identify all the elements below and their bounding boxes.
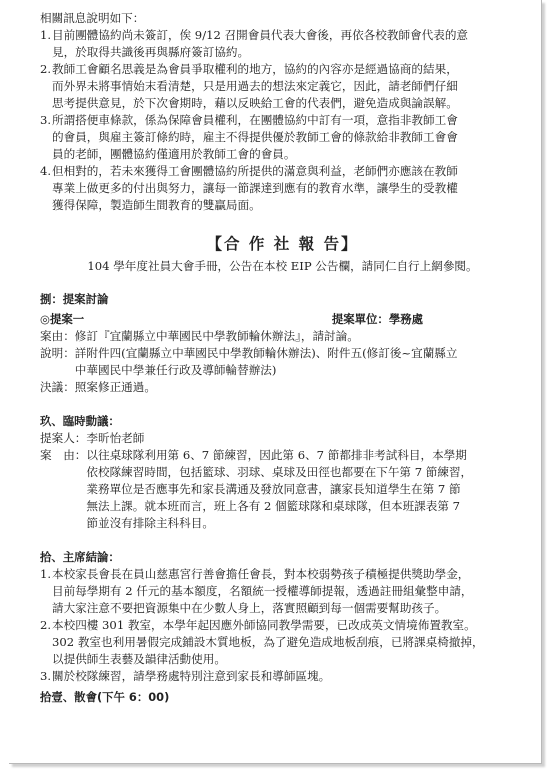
chair-line: 302 教室也利用暑假完成鋪設木質地板，為了避免造成地板刮痕，已將課桌椅撤掉， xyxy=(52,635,484,649)
note-item-3 xyxy=(40,112,525,163)
note-line: 獲得保障，製造師生間教育的雙贏局面。 xyxy=(52,198,261,212)
proposal-case-row xyxy=(40,328,525,345)
chair-number: 1. xyxy=(40,567,52,581)
motion-case-label: 案 由： xyxy=(40,448,87,462)
chair-line: 本校家長會長在員山慈惠宮行善會擔任會長，對本校弱勢孩子積極提供獎助學金， xyxy=(52,567,470,581)
document-page xyxy=(9,0,542,764)
notes-list xyxy=(40,27,525,214)
proposal-unit: 提案單位：學務處 xyxy=(331,312,423,326)
proposals-heading: 捌：提案討論 xyxy=(40,292,109,306)
proposal-resolution: 決議：照案修正通過。 xyxy=(40,380,156,394)
note-line: 而外界未將事情始末看清楚，只是用過去的想法來定義它，因此，請老師們仔細 xyxy=(52,79,458,93)
chair-line: 以提供師生表藝及韻律活動使用。 xyxy=(52,652,226,666)
note-line: 目前團體協約尚未簽訂，俟 9/12 召開會員代表大會後，再依各校教師會代表的意 xyxy=(52,28,469,42)
note-line: 思考提供意見，於下次會期時，藉以反映給工會的代表們，避免造成與論誤解。 xyxy=(52,96,458,110)
proposal-desc-label: 說明： xyxy=(40,346,75,360)
note-number: 1. xyxy=(40,28,52,42)
chair-item-2 xyxy=(40,617,525,668)
note-line: 專業上做更多的付出與努力，讓每一節課達到應有的教育水準，讓學生的受教權 xyxy=(52,181,458,195)
proposal-case-text: 修訂『宜蘭縣立中華國民中學教師輪休辦法』，請討論。 xyxy=(74,329,359,343)
note-line: 的會員，與雇主簽訂條約時，雇主不得提供優於教師工會的條款給非教師工會會 xyxy=(52,130,458,144)
chair-conclusion-heading: 拾、主席結論： xyxy=(40,550,120,564)
chair-item-1 xyxy=(40,566,525,617)
motion-proposer: 提案人：李昕怡老師 xyxy=(40,431,145,445)
chair-number: 2. xyxy=(40,618,52,632)
note-line: 所謂搭便車條款，係為保障會員權利，在團體協約中訂有一項，意指非教師工會 xyxy=(52,113,458,127)
motion-case-row xyxy=(40,447,525,532)
motion-heading: 玖、臨時動議： xyxy=(40,414,120,428)
proposal-case-label: 案由： xyxy=(40,329,75,343)
note-line: 但相對的，若未來獲得工會團體協約所提供的滿意與利益，老師們亦應該在教師 xyxy=(52,164,458,178)
note-line: 見，於取得共識後再與縣府簽訂協約。 xyxy=(52,45,250,59)
motion-case-line: 以往桌球隊利用第 6、7 節練習，因此第 6、7 節都排非考試科目，本學期 xyxy=(86,448,467,462)
proposal-desc-line: 詳附件四(宜蘭縣立中華國民中學教師輪休辦法)、附件五(修訂後~宜蘭縣立 xyxy=(74,346,458,360)
chair-line: 本校四樓 301 教室，本學年起因應外師協同教學需要，已改成英文情境佈置教室。 xyxy=(52,618,476,632)
coop-report-text: 104 學年度社員大會手冊，公告在本校 EIP 公告欄，請同仁自行上網參閱。 xyxy=(87,259,478,273)
chair-line: 關於校隊練習，請學務處特別注意到家長和導師區塊。 xyxy=(52,669,331,683)
chair-line: 請大家注意不要把資源集中在少數人身上，落實照顧到每一個需要幫助孩子。 xyxy=(52,601,447,615)
document-content xyxy=(40,10,525,706)
note-line: 教師工會顧名思義是為會員爭取權利的地方，協約的內容亦是經過協商的結果， xyxy=(52,62,458,76)
note-number: 2. xyxy=(40,62,52,76)
note-number: 4. xyxy=(40,164,52,178)
motion-case-line: 業務單位是否應事先和家長溝通及發放同意書，讓家長知道學生在第 7 節 xyxy=(86,482,461,496)
proposal-desc-row xyxy=(40,345,525,379)
proposal-title: ◎提案一 xyxy=(40,312,85,326)
note-number: 3. xyxy=(40,113,52,127)
proposal-title-row xyxy=(40,311,525,328)
intro-text: 相關訊息說明如下： xyxy=(40,11,145,25)
motion-case-line: 無法上課。就本班而言，班上各有 2 個籃球隊和桌球隊，但本班課表第 7 xyxy=(86,499,461,513)
chair-conclusion-list xyxy=(40,566,525,685)
motion-case-line: 節並沒有排除主科科目。 xyxy=(86,516,214,530)
chair-item-3 xyxy=(40,668,525,685)
chair-line: 目前每學期有 2 仟元的基本額度，名額統一授權導師提報，透過註冊組彙整申請， xyxy=(52,584,473,598)
coop-report-heading: 【合 作 社 報 告】 xyxy=(206,235,359,253)
note-item-4 xyxy=(40,163,525,214)
note-line: 員的老師，團體協約僅適用於教師工會的會員。 xyxy=(52,147,296,161)
proposal-desc-line: 中華國民中學兼任行政及導師輪替辦法) xyxy=(74,363,277,377)
chair-number: 3. xyxy=(40,669,52,683)
motion-case-line: 依校隊練習時間，包括籃球、羽球、桌球及田徑也都要在下午第 7 節練習， xyxy=(86,465,473,479)
closing-line: 拾壹、散會(下午 6：00) xyxy=(40,690,170,704)
note-item-1 xyxy=(40,27,525,61)
note-item-2 xyxy=(40,61,525,112)
